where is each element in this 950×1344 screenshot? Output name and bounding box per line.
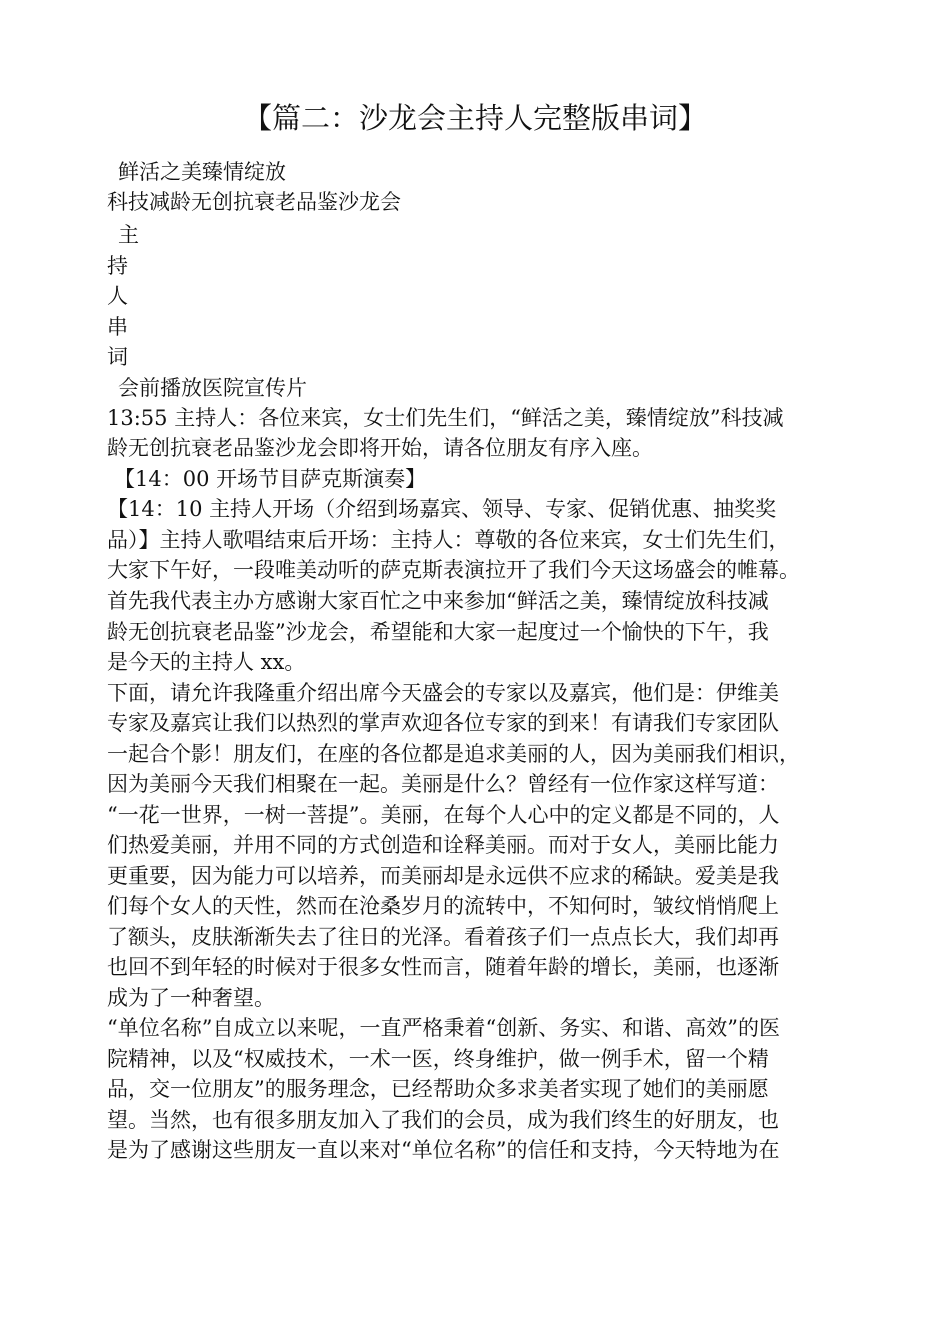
subtitle-line-2: 科技减龄无创抗衰老品鉴沙龙会 — [107, 190, 401, 214]
paragraph-line: 龄无创抗衰老品鉴沙龙会即将开始，请各位朋友有序入座。 — [107, 436, 653, 460]
paragraph-line: 下面，请允许我隆重介绍出席今天盛会的专家以及嘉宾，他们是：伊维美 — [107, 681, 779, 705]
paragraph-line: 13:55 主持人：各位来宾，女士们先生们，“鲜活之美，臻情绽放”科技减 — [107, 406, 784, 430]
paragraph-line: 成为了一种奢望。 — [107, 986, 275, 1010]
paragraph-line: 望。当然，也有很多朋友加入了我们的会员，成为我们终生的好朋友，也 — [107, 1108, 779, 1132]
paragraph-line: 院精神，以及“权威技术，一术一医，终身维护，做一例手术，留一个精 — [107, 1047, 769, 1071]
paragraph-line: 龄无创抗衰老品鉴”沙龙会，希望能和大家一起度过一个愉快的下午，我 — [107, 620, 769, 644]
paragraph-line: 专家及嘉宾让我们以热烈的掌声欢迎各位专家的到来！有请我们专家团队 — [107, 711, 779, 735]
paragraph-line: 会前播放医院宣传片 — [118, 376, 307, 400]
paragraph-line: 首先我代表主办方感谢大家百忙之中来参加“鲜活之美，臻情绽放科技减 — [107, 589, 769, 613]
paragraph-line: 一起合个影！朋友们，在座的各位都是追求美丽的人，因为美丽我们相识， — [107, 742, 800, 766]
paragraph-line: 是今天的主持人 xx。 — [107, 650, 306, 674]
paragraph-line: 品）】主持人歌唱结束后开场：主持人：尊敬的各位来宾，女士们先生们， — [107, 528, 790, 552]
paragraph-line: 们每个女人的天性，然而在沧桑岁月的流转中，不知何时，皱纹悄悄爬上 — [107, 894, 779, 918]
paragraph-line: 们热爱美丽，并用不同的方式创造和诠释美丽。而对于女人，美丽比能力 — [107, 833, 779, 857]
vertical-char-5: 词 — [107, 345, 128, 369]
subtitle-line-1: 鲜活之美臻情绽放 — [118, 160, 286, 184]
document-title: 【篇二：沙龙会主持人完整版串词】 — [242, 101, 707, 135]
paragraph-line: 【14：00 开场节目萨克斯演奏】 — [114, 467, 427, 491]
paragraph-line: 大家下午好，一段唯美动听的萨克斯表演拉开了我们今天这场盛会的帷幕。 — [107, 558, 800, 582]
vertical-char-2: 持 — [107, 254, 128, 278]
paragraph-line: “一花一世界，一树一菩提”。美丽，在每个人心中的定义都是不同的，人 — [107, 803, 780, 827]
vertical-char-1: 主 — [118, 223, 139, 247]
paragraph-line: 品，交一位朋友”的服务理念，已经帮助众多求美者实现了她们的美丽愿 — [107, 1077, 769, 1101]
paragraph-line: 也回不到年轻的时候对于很多女性而言，随着年龄的增长，美丽，也逐渐 — [107, 955, 779, 979]
paragraph-line: 了额头，皮肤渐渐失去了往日的光泽。看着孩子们一点点长大，我们却再 — [107, 925, 779, 949]
paragraph-line: 【14：10 主持人开场（介绍到场嘉宾、领导、专家、促销优惠、抽奖奖 — [107, 497, 777, 521]
vertical-char-4: 串 — [107, 315, 128, 339]
paragraph-line: 因为美丽今天我们相聚在一起。美丽是什么？曾经有一位作家这样写道： — [107, 772, 779, 796]
paragraph-line: 更重要，因为能力可以培养，而美丽却是永远供不应求的稀缺。爱美是我 — [107, 864, 779, 888]
paragraph-line: “单位名称”自成立以来呢，一直严格秉着“创新、务实、和谐、高效”的医 — [107, 1016, 780, 1040]
paragraph-line: 是为了感谢这些朋友一直以来对“单位名称”的信任和支持，今天特地为在 — [107, 1138, 780, 1162]
vertical-char-3: 人 — [107, 284, 128, 308]
